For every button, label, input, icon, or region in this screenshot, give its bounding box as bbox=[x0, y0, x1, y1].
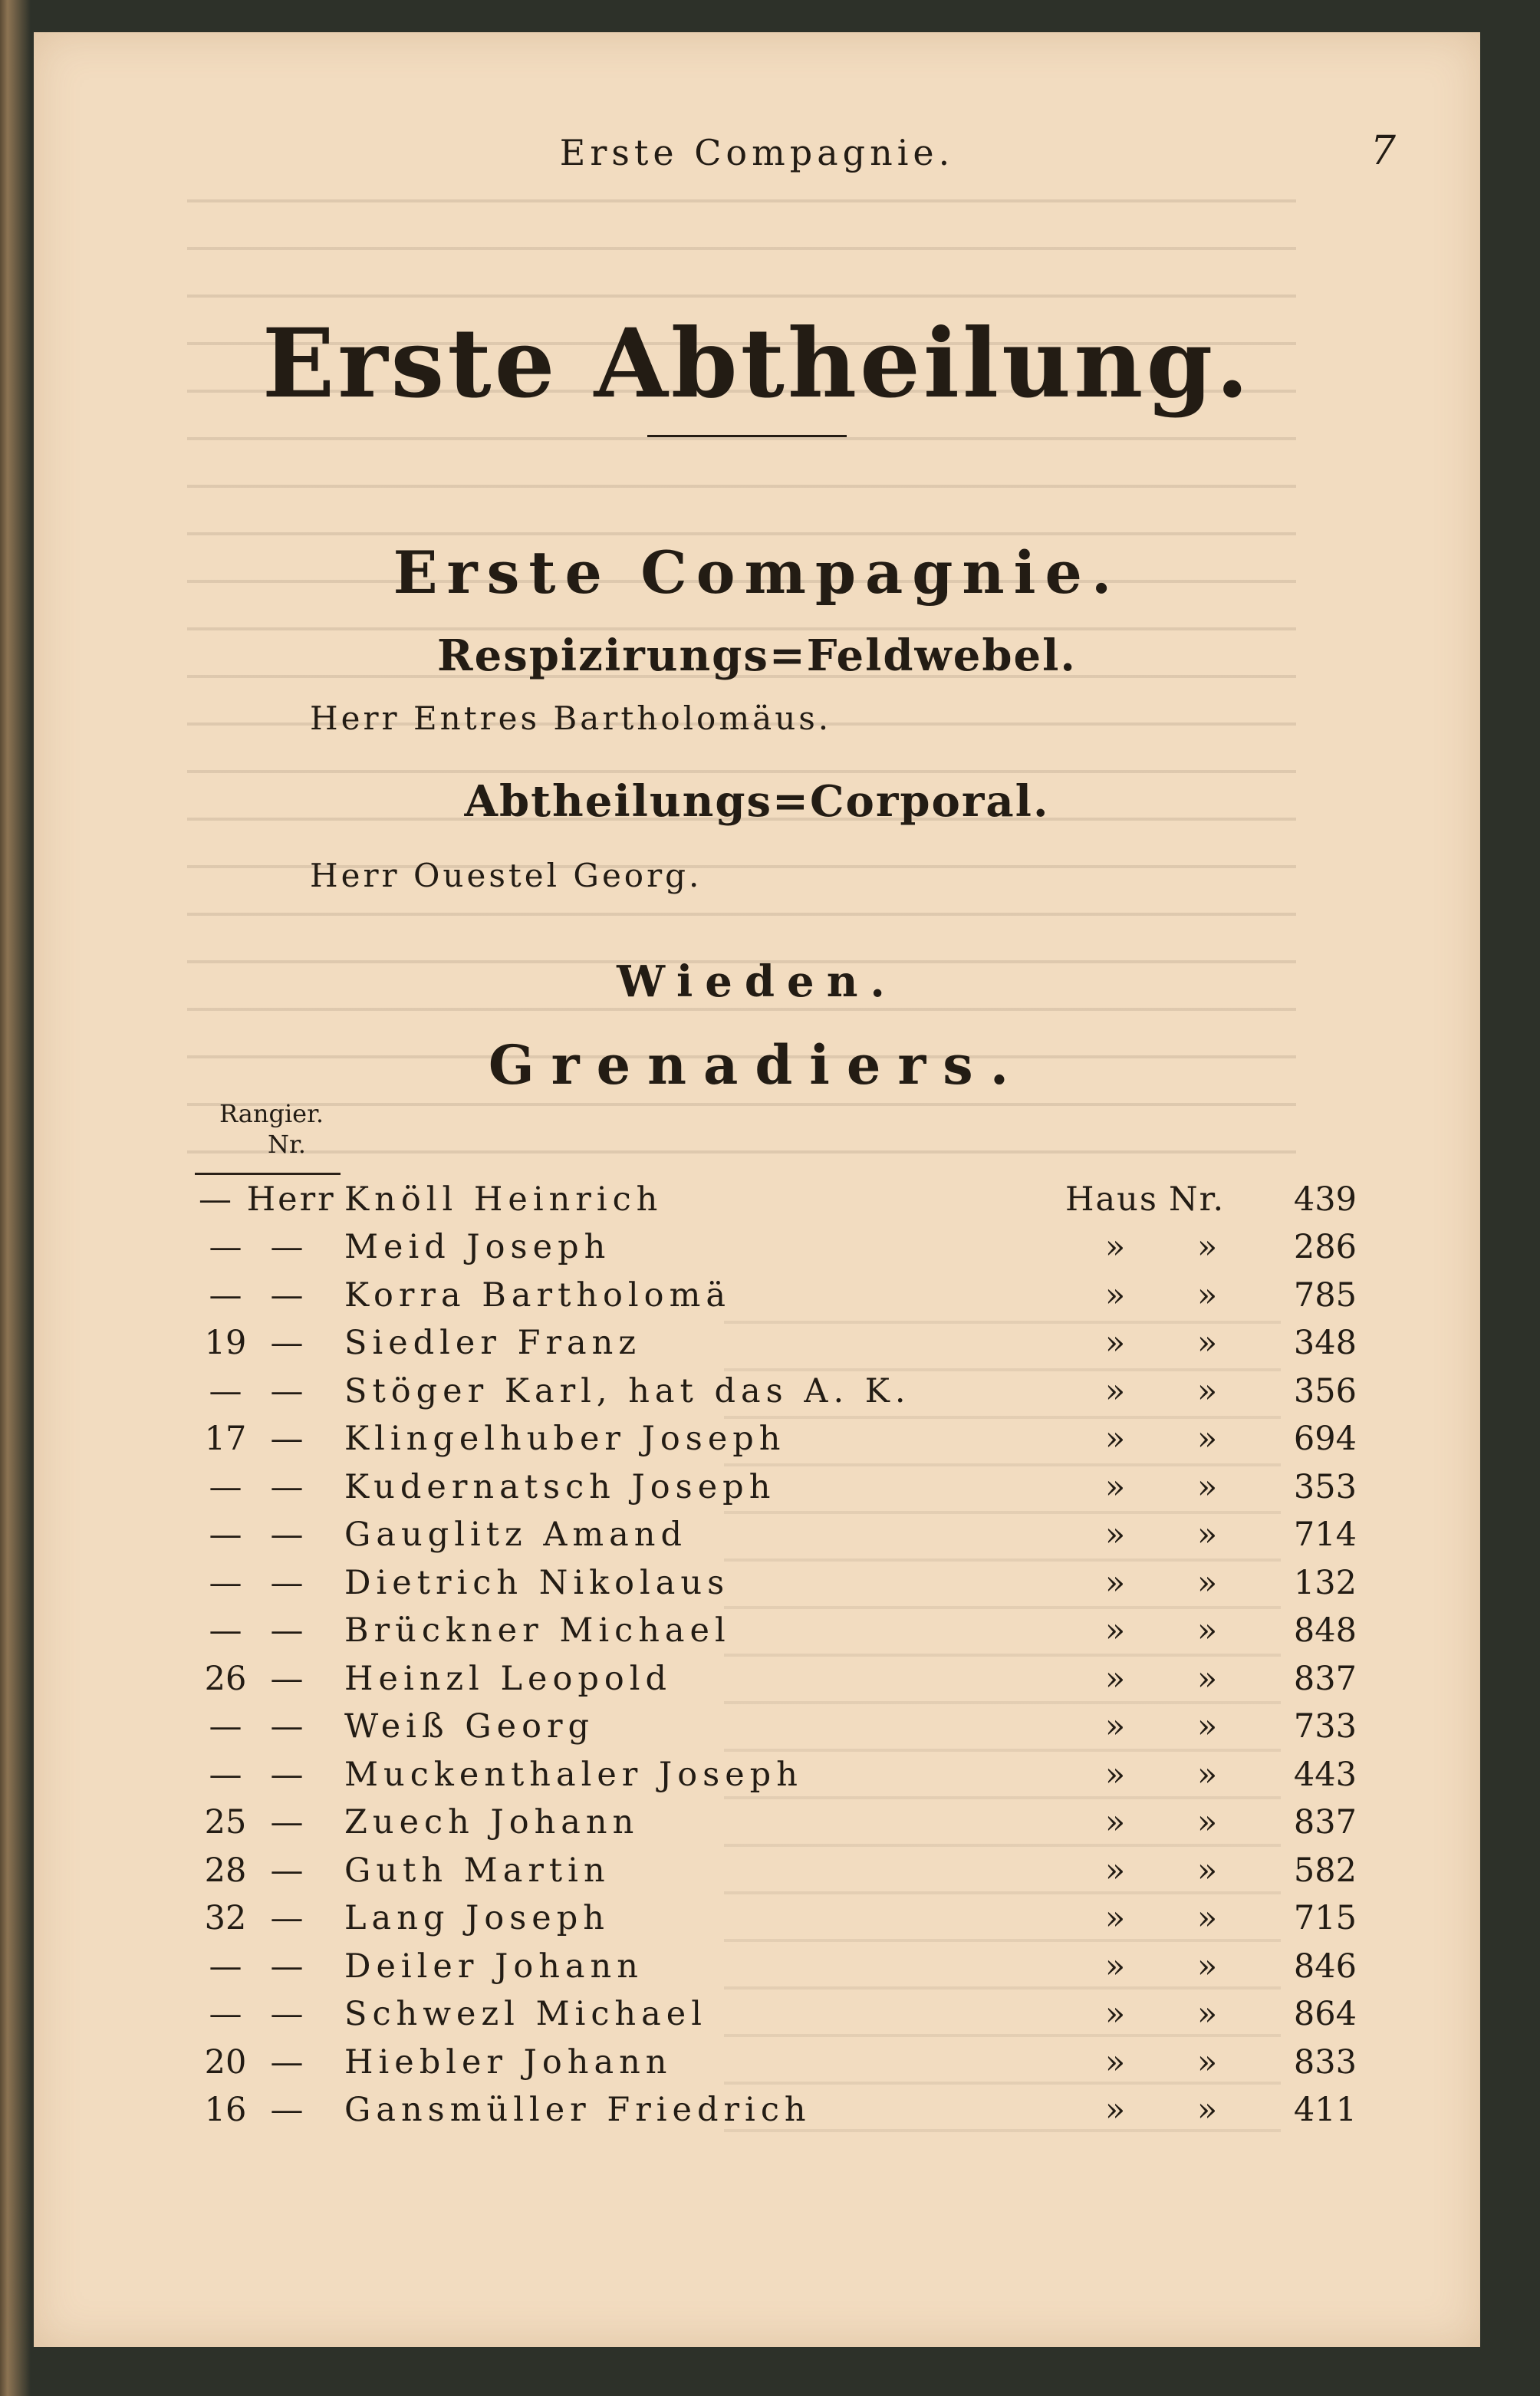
district-heading: Wieden. bbox=[617, 956, 897, 1007]
haus-number: 356 bbox=[1293, 1371, 1357, 1410]
corporal-heading: Abtheilungs=Corporal. bbox=[464, 776, 1050, 827]
haus-number: 714 bbox=[1293, 1516, 1357, 1554]
ditto-mark: » bbox=[1196, 1659, 1218, 1698]
haus-number: 837 bbox=[1293, 1659, 1357, 1698]
ditto-dash: — bbox=[270, 2091, 304, 2129]
corporal-entry: Herr Ouestel Georg. bbox=[310, 857, 703, 894]
ditto-dash: — bbox=[270, 1563, 304, 1602]
ditto-mark: » bbox=[1104, 1803, 1126, 1841]
rangier-label: Rangier. bbox=[219, 1099, 324, 1128]
table-row bbox=[34, 1656, 1480, 1704]
ditto-mark: » bbox=[1196, 1324, 1218, 1362]
unit-heading: Grenadiers. bbox=[488, 1033, 1026, 1097]
nr-label: Nr. bbox=[1169, 1180, 1226, 1219]
haus-number: 848 bbox=[1293, 1611, 1357, 1650]
member-name: Weiß Georg bbox=[344, 1707, 595, 1746]
member-name: Muckenthaler Joseph bbox=[344, 1755, 803, 1794]
ditto-mark: » bbox=[1196, 1275, 1218, 1315]
ditto-mark: » bbox=[1104, 1516, 1126, 1554]
ditto-mark: » bbox=[1104, 1659, 1126, 1698]
haus-number: 785 bbox=[1293, 1275, 1357, 1315]
ditto-dash: — bbox=[270, 1228, 304, 1266]
ditto-mark: » bbox=[1196, 1371, 1218, 1410]
haus-number: 833 bbox=[1293, 2042, 1357, 2082]
ditto-dash: — bbox=[270, 1275, 304, 1315]
first-name: Knöll Heinrich bbox=[344, 1180, 663, 1219]
ditto-mark: » bbox=[1104, 1324, 1126, 1362]
haus-number: 715 bbox=[1293, 1899, 1357, 1937]
ditto-mark: » bbox=[1196, 2091, 1218, 2129]
haus-number: 846 bbox=[1293, 1947, 1357, 1986]
rangier-number: — bbox=[209, 1467, 242, 1506]
ditto-mark: » bbox=[1104, 1275, 1126, 1315]
ditto-mark: » bbox=[1196, 1947, 1218, 1986]
haus-number: 132 bbox=[1293, 1563, 1357, 1602]
page-number: 7 bbox=[1370, 128, 1396, 174]
table-row bbox=[34, 1417, 1480, 1465]
rangier-number: 20 bbox=[204, 2042, 247, 2082]
ditto-dash: — bbox=[270, 1899, 304, 1937]
table-row bbox=[34, 1464, 1480, 1512]
ditto-dash: — bbox=[270, 1851, 304, 1890]
haus-label: Haus bbox=[1065, 1180, 1158, 1219]
haus-number: 348 bbox=[1293, 1324, 1357, 1362]
table-row bbox=[34, 1896, 1480, 1944]
table-row bbox=[34, 2088, 1480, 2136]
table-row bbox=[34, 1608, 1480, 1657]
member-name: Heinzl Leopold bbox=[344, 1659, 673, 1698]
ditto-mark: » bbox=[1104, 1611, 1126, 1650]
ditto-mark: » bbox=[1104, 1755, 1126, 1794]
rangier-number: — bbox=[209, 1755, 242, 1794]
table-row bbox=[34, 1512, 1480, 1561]
rangier-number: — bbox=[209, 1995, 242, 2033]
table-row bbox=[34, 1272, 1480, 1321]
rangier-number: — bbox=[209, 1947, 242, 1986]
ditto-dash: — bbox=[270, 1467, 304, 1506]
ditto-mark: » bbox=[1104, 2091, 1126, 2129]
ditto-dash: — bbox=[270, 1803, 304, 1841]
feldwebel-entry: Herr Entres Bartholomäus. bbox=[310, 699, 832, 737]
rangier-header bbox=[202, 1098, 341, 1160]
ditto-mark: » bbox=[1196, 1467, 1218, 1506]
rangier-number: 17 bbox=[204, 1420, 247, 1458]
member-name: Lang Joseph bbox=[344, 1899, 610, 1937]
ditto-mark: » bbox=[1104, 1228, 1126, 1266]
ditto-dash: — bbox=[270, 1659, 304, 1698]
ditto-dash: — bbox=[270, 1420, 304, 1458]
haus-number: 286 bbox=[1293, 1228, 1357, 1266]
first-haus-number: 439 bbox=[1293, 1180, 1357, 1219]
ditto-mark: » bbox=[1196, 1420, 1218, 1458]
haus-number: 864 bbox=[1293, 1995, 1357, 2033]
ditto-mark: » bbox=[1104, 2042, 1126, 2082]
rangier-number: 28 bbox=[204, 1851, 247, 1890]
member-name: Deiler Johann bbox=[344, 1947, 643, 1986]
ditto-dash: — bbox=[270, 1371, 304, 1410]
member-name: Kudernatsch Joseph bbox=[344, 1467, 776, 1506]
ditto-mark: » bbox=[1196, 1707, 1218, 1746]
ditto-dash: — bbox=[270, 1947, 304, 1986]
ditto-mark: » bbox=[1104, 1995, 1126, 2033]
ditto-mark: » bbox=[1104, 1947, 1126, 1986]
ditto-mark: » bbox=[1104, 1371, 1126, 1410]
ditto-mark: » bbox=[1196, 1228, 1218, 1266]
grenadier-roster bbox=[34, 1177, 1480, 2135]
member-name: Gansmüller Friedrich bbox=[344, 2091, 811, 2129]
member-name: Siedler Franz bbox=[344, 1324, 641, 1362]
ditto-mark: » bbox=[1196, 1995, 1218, 2033]
rangier-number: — bbox=[209, 1275, 242, 1315]
table-row bbox=[34, 1225, 1480, 1273]
ditto-mark: » bbox=[1104, 1420, 1126, 1458]
title-rule bbox=[647, 435, 847, 437]
member-name: Schwezl Michael bbox=[344, 1995, 707, 2033]
book-page bbox=[34, 32, 1480, 2347]
rangier-nr-label: Nr. bbox=[268, 1130, 306, 1159]
first-prefix: — Herr bbox=[199, 1180, 336, 1219]
rangier-number: 25 bbox=[204, 1803, 247, 1841]
feldwebel-heading: Respizirungs=Feldwebel. bbox=[437, 630, 1077, 681]
member-name: Hiebler Johann bbox=[344, 2042, 673, 2082]
table-row-first bbox=[34, 1177, 1480, 1225]
table-row bbox=[34, 1368, 1480, 1417]
ditto-mark: » bbox=[1104, 1899, 1126, 1937]
haus-number: 837 bbox=[1293, 1803, 1357, 1841]
rangier-number: — bbox=[209, 1516, 242, 1554]
rangier-number: 19 bbox=[204, 1324, 247, 1362]
table-row bbox=[34, 1943, 1480, 1992]
rangier-rule bbox=[195, 1173, 341, 1175]
rangier-number: — bbox=[209, 1611, 242, 1650]
member-name: Brückner Michael bbox=[344, 1611, 731, 1650]
member-name: Klingelhuber Joseph bbox=[344, 1420, 786, 1458]
ditto-mark: » bbox=[1196, 1851, 1218, 1890]
haus-number: 582 bbox=[1293, 1851, 1357, 1890]
haus-number: 694 bbox=[1293, 1420, 1357, 1458]
table-row bbox=[34, 1704, 1480, 1753]
ditto-dash: — bbox=[270, 1516, 304, 1554]
compagnie-heading: Erste Compagnie. bbox=[393, 538, 1121, 607]
ditto-mark: » bbox=[1196, 1516, 1218, 1554]
member-name: Gauglitz Amand bbox=[344, 1516, 687, 1554]
member-name: Korra Bartholomä bbox=[344, 1275, 731, 1315]
table-row bbox=[34, 1800, 1480, 1848]
haus-number: 733 bbox=[1293, 1707, 1357, 1746]
ditto-dash: — bbox=[270, 1995, 304, 2033]
rangier-number: — bbox=[209, 1563, 242, 1602]
ditto-mark: » bbox=[1196, 1899, 1218, 1937]
running-head: Erste Compagnie. bbox=[559, 132, 955, 173]
ditto-dash: — bbox=[270, 1611, 304, 1650]
ditto-dash: — bbox=[270, 2042, 304, 2082]
table-row bbox=[34, 2039, 1480, 2088]
haus-number: 443 bbox=[1293, 1755, 1357, 1794]
rangier-number: 26 bbox=[204, 1659, 247, 1698]
ditto-dash: — bbox=[270, 1324, 304, 1362]
rangier-number: 16 bbox=[204, 2091, 247, 2129]
haus-number: 411 bbox=[1293, 2091, 1357, 2129]
ditto-mark: » bbox=[1104, 1707, 1126, 1746]
rangier-number: — bbox=[209, 1228, 242, 1266]
ditto-dash: — bbox=[270, 1755, 304, 1794]
haus-number: 353 bbox=[1293, 1467, 1357, 1506]
ditto-mark: » bbox=[1104, 1563, 1126, 1602]
ditto-mark: » bbox=[1104, 1851, 1126, 1890]
member-name: Guth Martin bbox=[344, 1851, 610, 1890]
rangier-number: — bbox=[209, 1707, 242, 1746]
table-row bbox=[34, 1321, 1480, 1369]
rangier-number: 32 bbox=[204, 1899, 247, 1937]
ditto-mark: » bbox=[1196, 1803, 1218, 1841]
member-name: Meid Joseph bbox=[344, 1228, 611, 1266]
ditto-mark: » bbox=[1196, 1755, 1218, 1794]
table-row bbox=[34, 1560, 1480, 1608]
member-name: Stöger Karl, hat das A. K. bbox=[344, 1371, 911, 1410]
table-row bbox=[34, 1752, 1480, 1800]
page-title: Erste Abtheilung. bbox=[262, 308, 1252, 420]
member-name: Zuech Johann bbox=[344, 1803, 640, 1841]
ditto-mark: » bbox=[1196, 1563, 1218, 1602]
rangier-number: — bbox=[209, 1371, 242, 1410]
table-row bbox=[34, 1848, 1480, 1896]
ditto-dash: — bbox=[270, 1707, 304, 1746]
table-row bbox=[34, 1992, 1480, 2040]
ditto-mark: » bbox=[1196, 2042, 1218, 2082]
ditto-mark: » bbox=[1104, 1467, 1126, 1506]
ditto-mark: » bbox=[1196, 1611, 1218, 1650]
member-name: Dietrich Nikolaus bbox=[344, 1563, 730, 1602]
